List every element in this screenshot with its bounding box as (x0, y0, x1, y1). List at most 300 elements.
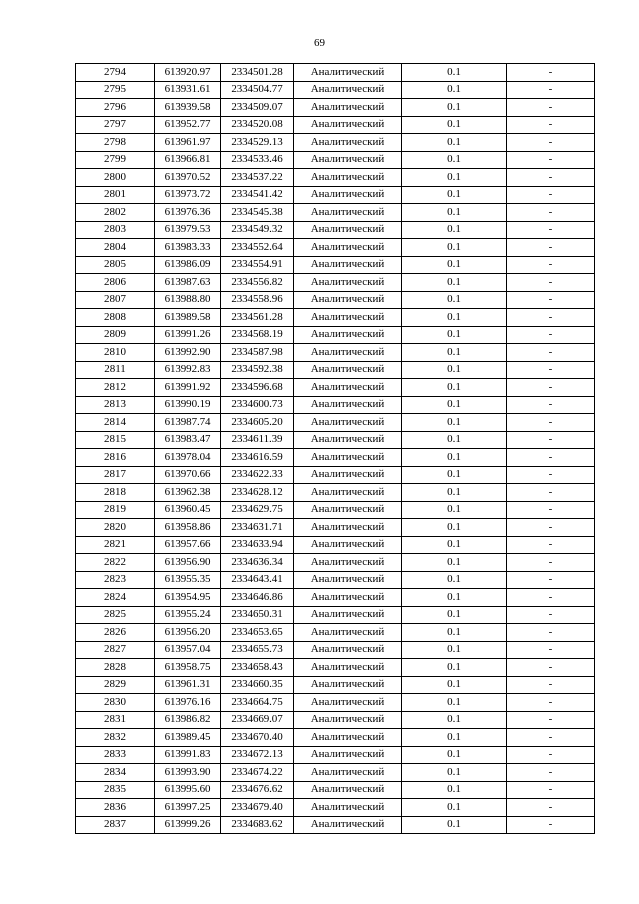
method-cell: Аналитический (294, 466, 402, 484)
table-row (76, 326, 595, 344)
y-coordinate-cell: 2334676.62 (221, 781, 294, 799)
y-coordinate-cell: 2334533.46 (221, 151, 294, 169)
method-cell: Аналитический (294, 641, 402, 659)
method-cell: Аналитический (294, 676, 402, 694)
method-cell: Аналитический (294, 361, 402, 379)
point-number-cell: 2800 (76, 169, 155, 187)
x-coordinate-cell: 613961.97 (155, 134, 221, 152)
table-row (76, 624, 595, 642)
accuracy-cell: 0.1 (402, 81, 507, 99)
table-row (76, 169, 595, 187)
method-cell: Аналитический (294, 816, 402, 834)
x-coordinate-cell: 613920.97 (155, 64, 221, 82)
table-row (76, 764, 595, 782)
x-coordinate-cell: 613992.83 (155, 361, 221, 379)
method-cell: Аналитический (294, 274, 402, 292)
note-cell: - (507, 484, 595, 502)
method-cell: Аналитический (294, 624, 402, 642)
accuracy-cell: 0.1 (402, 746, 507, 764)
table-row (76, 361, 595, 379)
y-coordinate-cell: 2334669.07 (221, 711, 294, 729)
x-coordinate-cell: 613986.82 (155, 711, 221, 729)
y-coordinate-cell: 2334541.42 (221, 186, 294, 204)
point-number-cell: 2828 (76, 659, 155, 677)
table-row (76, 589, 595, 607)
note-cell: - (507, 519, 595, 537)
y-coordinate-cell: 2334556.82 (221, 274, 294, 292)
method-cell: Аналитический (294, 484, 402, 502)
x-coordinate-cell: 613983.47 (155, 431, 221, 449)
table-row (76, 414, 595, 432)
method-cell: Аналитический (294, 309, 402, 327)
point-number-cell: 2801 (76, 186, 155, 204)
method-cell: Аналитический (294, 344, 402, 362)
method-cell: Аналитический (294, 186, 402, 204)
accuracy-cell: 0.1 (402, 624, 507, 642)
table-row (76, 239, 595, 257)
table-row (76, 309, 595, 327)
table-row (76, 694, 595, 712)
page-number: 69 (314, 37, 325, 49)
x-coordinate-cell: 613955.24 (155, 606, 221, 624)
note-cell: - (507, 81, 595, 99)
x-coordinate-cell: 613958.86 (155, 519, 221, 537)
table-row (76, 64, 595, 82)
table-row (76, 746, 595, 764)
accuracy-cell: 0.1 (402, 606, 507, 624)
accuracy-cell: 0.1 (402, 449, 507, 467)
accuracy-cell: 0.1 (402, 379, 507, 397)
point-number-cell: 2816 (76, 449, 155, 467)
table-row (76, 116, 595, 134)
method-cell: Аналитический (294, 711, 402, 729)
table-body (76, 64, 595, 834)
note-cell: - (507, 134, 595, 152)
accuracy-cell: 0.1 (402, 361, 507, 379)
x-coordinate-cell: 613987.74 (155, 414, 221, 432)
y-coordinate-cell: 2334504.77 (221, 81, 294, 99)
accuracy-cell: 0.1 (402, 501, 507, 519)
x-coordinate-cell: 613976.16 (155, 694, 221, 712)
x-coordinate-cell: 613931.61 (155, 81, 221, 99)
y-coordinate-cell: 2334646.86 (221, 589, 294, 607)
method-cell: Аналитический (294, 764, 402, 782)
y-coordinate-cell: 2334605.20 (221, 414, 294, 432)
note-cell: - (507, 536, 595, 554)
table-row (76, 554, 595, 572)
method-cell: Аналитический (294, 606, 402, 624)
x-coordinate-cell: 613978.04 (155, 449, 221, 467)
point-number-cell: 2821 (76, 536, 155, 554)
table-row (76, 134, 595, 152)
accuracy-cell: 0.1 (402, 431, 507, 449)
table-row (76, 396, 595, 414)
x-coordinate-cell: 613952.77 (155, 116, 221, 134)
accuracy-cell: 0.1 (402, 676, 507, 694)
point-number-cell: 2806 (76, 274, 155, 292)
table-row (76, 344, 595, 362)
x-coordinate-cell: 613986.09 (155, 256, 221, 274)
table-row (76, 186, 595, 204)
note-cell: - (507, 291, 595, 309)
table-row (76, 781, 595, 799)
table-row (76, 291, 595, 309)
x-coordinate-cell: 613992.90 (155, 344, 221, 362)
note-cell: - (507, 554, 595, 572)
note-cell: - (507, 781, 595, 799)
point-number-cell: 2804 (76, 239, 155, 257)
table-row (76, 641, 595, 659)
method-cell: Аналитический (294, 99, 402, 117)
x-coordinate-cell: 613997.25 (155, 799, 221, 817)
table-row (76, 501, 595, 519)
x-coordinate-cell: 613989.45 (155, 729, 221, 747)
note-cell: - (507, 64, 595, 82)
table-row (76, 274, 595, 292)
method-cell: Аналитический (294, 694, 402, 712)
point-number-cell: 2820 (76, 519, 155, 537)
note-cell: - (507, 379, 595, 397)
x-coordinate-cell: 613991.92 (155, 379, 221, 397)
method-cell: Аналитический (294, 589, 402, 607)
accuracy-cell: 0.1 (402, 694, 507, 712)
accuracy-cell: 0.1 (402, 309, 507, 327)
y-coordinate-cell: 2334643.41 (221, 571, 294, 589)
note-cell: - (507, 116, 595, 134)
accuracy-cell: 0.1 (402, 781, 507, 799)
method-cell: Аналитический (294, 204, 402, 222)
method-cell: Аналитический (294, 449, 402, 467)
note-cell: - (507, 344, 595, 362)
point-number-cell: 2812 (76, 379, 155, 397)
point-number-cell: 2837 (76, 816, 155, 834)
method-cell: Аналитический (294, 379, 402, 397)
y-coordinate-cell: 2334501.28 (221, 64, 294, 82)
x-coordinate-cell: 613973.72 (155, 186, 221, 204)
table-row (76, 81, 595, 99)
note-cell: - (507, 449, 595, 467)
note-cell: - (507, 361, 595, 379)
y-coordinate-cell: 2334600.73 (221, 396, 294, 414)
note-cell: - (507, 589, 595, 607)
y-coordinate-cell: 2334655.73 (221, 641, 294, 659)
table-row (76, 571, 595, 589)
method-cell: Аналитический (294, 151, 402, 169)
x-coordinate-cell: 613956.20 (155, 624, 221, 642)
y-coordinate-cell: 2334664.75 (221, 694, 294, 712)
note-cell: - (507, 221, 595, 239)
method-cell: Аналитический (294, 134, 402, 152)
table-row (76, 519, 595, 537)
note-cell: - (507, 816, 595, 834)
accuracy-cell: 0.1 (402, 396, 507, 414)
y-coordinate-cell: 2334549.32 (221, 221, 294, 239)
x-coordinate-cell: 613962.38 (155, 484, 221, 502)
accuracy-cell: 0.1 (402, 239, 507, 257)
accuracy-cell: 0.1 (402, 204, 507, 222)
note-cell: - (507, 676, 595, 694)
accuracy-cell: 0.1 (402, 256, 507, 274)
table-row (76, 256, 595, 274)
method-cell: Аналитический (294, 554, 402, 572)
y-coordinate-cell: 2334670.40 (221, 729, 294, 747)
point-number-cell: 2798 (76, 134, 155, 152)
y-coordinate-cell: 2334545.38 (221, 204, 294, 222)
note-cell: - (507, 431, 595, 449)
x-coordinate-cell: 613970.66 (155, 466, 221, 484)
accuracy-cell: 0.1 (402, 536, 507, 554)
note-cell: - (507, 571, 595, 589)
note-cell: - (507, 414, 595, 432)
method-cell: Аналитический (294, 116, 402, 134)
accuracy-cell: 0.1 (402, 221, 507, 239)
point-number-cell: 2823 (76, 571, 155, 589)
method-cell: Аналитический (294, 64, 402, 82)
table-row (76, 449, 595, 467)
table-row (76, 466, 595, 484)
point-number-cell: 2795 (76, 81, 155, 99)
y-coordinate-cell: 2334650.31 (221, 606, 294, 624)
table-row (76, 711, 595, 729)
point-number-cell: 2829 (76, 676, 155, 694)
y-coordinate-cell: 2334683.62 (221, 816, 294, 834)
accuracy-cell: 0.1 (402, 274, 507, 292)
point-number-cell: 2807 (76, 291, 155, 309)
accuracy-cell: 0.1 (402, 291, 507, 309)
x-coordinate-cell: 613955.35 (155, 571, 221, 589)
point-number-cell: 2835 (76, 781, 155, 799)
y-coordinate-cell: 2334622.33 (221, 466, 294, 484)
table-row (76, 151, 595, 169)
point-number-cell: 2802 (76, 204, 155, 222)
y-coordinate-cell: 2334658.43 (221, 659, 294, 677)
note-cell: - (507, 711, 595, 729)
note-cell: - (507, 624, 595, 642)
x-coordinate-cell: 613956.90 (155, 554, 221, 572)
accuracy-cell: 0.1 (402, 64, 507, 82)
y-coordinate-cell: 2334611.39 (221, 431, 294, 449)
y-coordinate-cell: 2334629.75 (221, 501, 294, 519)
point-number-cell: 2824 (76, 589, 155, 607)
note-cell: - (507, 606, 595, 624)
x-coordinate-cell: 613987.63 (155, 274, 221, 292)
table-row (76, 729, 595, 747)
y-coordinate-cell: 2334674.22 (221, 764, 294, 782)
y-coordinate-cell: 2334552.64 (221, 239, 294, 257)
point-number-cell: 2830 (76, 694, 155, 712)
accuracy-cell: 0.1 (402, 116, 507, 134)
point-number-cell: 2834 (76, 764, 155, 782)
accuracy-cell: 0.1 (402, 554, 507, 572)
note-cell: - (507, 659, 595, 677)
x-coordinate-cell: 613960.45 (155, 501, 221, 519)
accuracy-cell: 0.1 (402, 466, 507, 484)
table-row (76, 676, 595, 694)
point-number-cell: 2811 (76, 361, 155, 379)
table-row (76, 606, 595, 624)
method-cell: Аналитический (294, 169, 402, 187)
point-number-cell: 2818 (76, 484, 155, 502)
point-number-cell: 2808 (76, 309, 155, 327)
note-cell: - (507, 239, 595, 257)
accuracy-cell: 0.1 (402, 344, 507, 362)
note-cell: - (507, 256, 595, 274)
y-coordinate-cell: 2334679.40 (221, 799, 294, 817)
point-number-cell: 2810 (76, 344, 155, 362)
accuracy-cell: 0.1 (402, 151, 507, 169)
note-cell: - (507, 274, 595, 292)
point-number-cell: 2819 (76, 501, 155, 519)
note-cell: - (507, 466, 595, 484)
method-cell: Аналитический (294, 799, 402, 817)
x-coordinate-cell: 613958.75 (155, 659, 221, 677)
x-coordinate-cell: 613995.60 (155, 781, 221, 799)
point-number-cell: 2799 (76, 151, 155, 169)
x-coordinate-cell: 613954.95 (155, 589, 221, 607)
method-cell: Аналитический (294, 659, 402, 677)
y-coordinate-cell: 2334660.35 (221, 676, 294, 694)
x-coordinate-cell: 613979.53 (155, 221, 221, 239)
y-coordinate-cell: 2334558.96 (221, 291, 294, 309)
table-row (76, 221, 595, 239)
accuracy-cell: 0.1 (402, 571, 507, 589)
accuracy-cell: 0.1 (402, 589, 507, 607)
table-row (76, 484, 595, 502)
point-number-cell: 2813 (76, 396, 155, 414)
method-cell: Аналитический (294, 781, 402, 799)
accuracy-cell: 0.1 (402, 799, 507, 817)
x-coordinate-cell: 613989.58 (155, 309, 221, 327)
note-cell: - (507, 169, 595, 187)
y-coordinate-cell: 2334537.22 (221, 169, 294, 187)
method-cell: Аналитический (294, 431, 402, 449)
y-coordinate-cell: 2334672.13 (221, 746, 294, 764)
y-coordinate-cell: 2334633.94 (221, 536, 294, 554)
x-coordinate-cell: 613957.66 (155, 536, 221, 554)
y-coordinate-cell: 2334509.07 (221, 99, 294, 117)
y-coordinate-cell: 2334520.08 (221, 116, 294, 134)
method-cell: Аналитический (294, 81, 402, 99)
y-coordinate-cell: 2334596.68 (221, 379, 294, 397)
x-coordinate-cell: 613990.19 (155, 396, 221, 414)
accuracy-cell: 0.1 (402, 99, 507, 117)
point-number-cell: 2814 (76, 414, 155, 432)
x-coordinate-cell: 613999.26 (155, 816, 221, 834)
point-number-cell: 2815 (76, 431, 155, 449)
accuracy-cell: 0.1 (402, 326, 507, 344)
x-coordinate-cell: 613939.58 (155, 99, 221, 117)
y-coordinate-cell: 2334529.13 (221, 134, 294, 152)
table-row (76, 204, 595, 222)
accuracy-cell: 0.1 (402, 641, 507, 659)
y-coordinate-cell: 2334616.59 (221, 449, 294, 467)
accuracy-cell: 0.1 (402, 764, 507, 782)
note-cell: - (507, 396, 595, 414)
method-cell: Аналитический (294, 414, 402, 432)
accuracy-cell: 0.1 (402, 816, 507, 834)
method-cell: Аналитический (294, 501, 402, 519)
x-coordinate-cell: 613957.04 (155, 641, 221, 659)
point-number-cell: 2796 (76, 99, 155, 117)
point-number-cell: 2822 (76, 554, 155, 572)
point-number-cell: 2805 (76, 256, 155, 274)
accuracy-cell: 0.1 (402, 729, 507, 747)
note-cell: - (507, 151, 595, 169)
y-coordinate-cell: 2334568.19 (221, 326, 294, 344)
note-cell: - (507, 309, 595, 327)
point-number-cell: 2826 (76, 624, 155, 642)
accuracy-cell: 0.1 (402, 169, 507, 187)
accuracy-cell: 0.1 (402, 484, 507, 502)
note-cell: - (507, 204, 595, 222)
y-coordinate-cell: 2334631.71 (221, 519, 294, 537)
note-cell: - (507, 746, 595, 764)
y-coordinate-cell: 2334561.28 (221, 309, 294, 327)
point-number-cell: 2827 (76, 641, 155, 659)
note-cell: - (507, 641, 595, 659)
point-number-cell: 2833 (76, 746, 155, 764)
table-row (76, 659, 595, 677)
x-coordinate-cell: 613966.81 (155, 151, 221, 169)
method-cell: Аналитический (294, 239, 402, 257)
point-number-cell: 2836 (76, 799, 155, 817)
y-coordinate-cell: 2334587.98 (221, 344, 294, 362)
accuracy-cell: 0.1 (402, 414, 507, 432)
method-cell: Аналитический (294, 291, 402, 309)
table-row (76, 431, 595, 449)
accuracy-cell: 0.1 (402, 711, 507, 729)
note-cell: - (507, 99, 595, 117)
note-cell: - (507, 694, 595, 712)
point-number-cell: 2803 (76, 221, 155, 239)
x-coordinate-cell: 613991.26 (155, 326, 221, 344)
note-cell: - (507, 501, 595, 519)
accuracy-cell: 0.1 (402, 519, 507, 537)
y-coordinate-cell: 2334554.91 (221, 256, 294, 274)
point-number-cell: 2817 (76, 466, 155, 484)
note-cell: - (507, 764, 595, 782)
accuracy-cell: 0.1 (402, 659, 507, 677)
x-coordinate-cell: 613991.83 (155, 746, 221, 764)
accuracy-cell: 0.1 (402, 134, 507, 152)
method-cell: Аналитический (294, 571, 402, 589)
y-coordinate-cell: 2334592.38 (221, 361, 294, 379)
method-cell: Аналитический (294, 326, 402, 344)
method-cell: Аналитический (294, 256, 402, 274)
table-row (76, 816, 595, 834)
table-row (76, 99, 595, 117)
x-coordinate-cell: 613983.33 (155, 239, 221, 257)
method-cell: Аналитический (294, 519, 402, 537)
table-row (76, 536, 595, 554)
y-coordinate-cell: 2334636.34 (221, 554, 294, 572)
point-number-cell: 2809 (76, 326, 155, 344)
method-cell: Аналитический (294, 221, 402, 239)
table-row (76, 799, 595, 817)
point-number-cell: 2794 (76, 64, 155, 82)
x-coordinate-cell: 613988.80 (155, 291, 221, 309)
x-coordinate-cell: 613961.31 (155, 676, 221, 694)
note-cell: - (507, 799, 595, 817)
note-cell: - (507, 326, 595, 344)
y-coordinate-cell: 2334628.12 (221, 484, 294, 502)
x-coordinate-cell: 613976.36 (155, 204, 221, 222)
x-coordinate-cell: 613970.52 (155, 169, 221, 187)
point-number-cell: 2797 (76, 116, 155, 134)
point-number-cell: 2831 (76, 711, 155, 729)
note-cell: - (507, 186, 595, 204)
method-cell: Аналитический (294, 746, 402, 764)
